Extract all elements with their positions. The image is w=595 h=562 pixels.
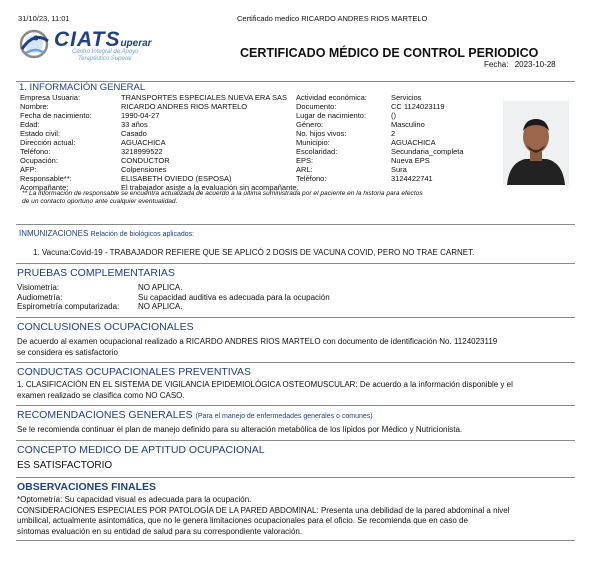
- divider: [16, 540, 575, 541]
- info-value: ELISABETH OVIEDO (ESPOSA): [121, 174, 232, 183]
- section-title-pruebas: PRUEBAS COMPLEMENTARIAS: [17, 267, 175, 279]
- info-row: [296, 111, 396, 120]
- info-row: [296, 129, 395, 138]
- info-row: [296, 147, 464, 156]
- divider: [16, 362, 575, 363]
- section-title-inmunizaciones: [19, 229, 194, 238]
- note-line-1: ** La información de responsable se encuentra actualizada de acuerdo a la última suministrada por el paciente en la historia para efectos: [22, 190, 423, 197]
- info-row: [20, 147, 163, 156]
- section-title-conductas: CONDUCTAS OCUPACIONALES PREVENTIVAS: [17, 366, 251, 378]
- info-value: El trabajador asiste a la evaluación sin acompañante.: [121, 183, 299, 192]
- info-value: CC 1124023119: [391, 102, 445, 111]
- concepto-value: ES SATISFACTORIO: [17, 460, 113, 471]
- info-value: Secundaria_completa: [391, 147, 464, 156]
- info-value: 3124422741: [391, 174, 433, 183]
- info-row: [20, 129, 147, 138]
- info-row: [20, 111, 159, 120]
- vacuna-item: 1. Vacuna:Covid-19 - TRABAJADOR REFIERE QUE SE APLICÓ 2 DOSIS DE VACUNA COVID, PERO NO TRAE CARNET.: [33, 248, 475, 257]
- ciat-logo: [14, 27, 224, 67]
- divider: [16, 317, 575, 318]
- document-tab-title: Certificado medico RICARDO ANDRES RIOS MARTELO: [237, 14, 428, 23]
- recomendaciones-text: Se le recomienda continuar el plan de manejo definido para su alteración metabólica de los lípidos por Médico y Nutricionista.: [17, 425, 463, 434]
- info-row: [296, 102, 445, 111]
- prueba-value: NO APLICA.: [138, 302, 183, 311]
- info-label: Fecha de nacimiento:: [20, 111, 92, 120]
- info-row: [296, 138, 436, 147]
- inmunizaciones-subtitle: Relación de biológicos aplicados:: [90, 231, 195, 238]
- section-title-observaciones: OBSERVACIONES FINALES: [17, 481, 157, 493]
- logo-brand-s: S: [105, 28, 121, 51]
- info-label: Género:: [296, 120, 324, 129]
- info-row: [296, 165, 407, 174]
- conductas-line-2: examen realizado se clasifica como NO CASO.: [17, 390, 185, 400]
- info-value: Casado: [121, 129, 147, 138]
- prueba-label: Visiometría:: [17, 283, 60, 292]
- info-row: [20, 138, 166, 147]
- info-value: 2: [391, 129, 396, 138]
- info-label: Teléfono:: [20, 147, 51, 156]
- info-row: [296, 156, 430, 165]
- prueba-value: NO APLICA.: [138, 283, 183, 292]
- person-photo-icon: [503, 101, 569, 185]
- conductas-text: [17, 380, 513, 401]
- info-row: [296, 174, 433, 183]
- info-row: [20, 120, 148, 129]
- info-label: Responsable**:: [20, 174, 72, 183]
- info-row: [20, 174, 231, 183]
- info-row: [296, 93, 421, 102]
- info-label: Acompañante:: [20, 183, 69, 192]
- logo-tagline-1: Centro Integral de Apoyo: [72, 49, 139, 55]
- info-label: Teléfono:: [296, 174, 327, 183]
- info-value: 3218999522: [121, 147, 163, 156]
- info-label: Municipio:: [296, 138, 330, 147]
- observaciones-line-4: síntomas evaluación en su entidad de salud para su correspondiente valoración.: [17, 526, 303, 536]
- responsable-note: [22, 190, 423, 206]
- logo-brand-sub: uperar: [120, 38, 152, 49]
- info-label: Dirección actual:: [20, 138, 76, 147]
- info-label: Actividad económica:: [296, 93, 367, 102]
- logo-tagline-2: Terapéutico Superar: [78, 56, 133, 62]
- divider: [16, 440, 575, 441]
- prueba-row: [17, 293, 330, 302]
- info-label: AFP:: [20, 165, 37, 174]
- divider: [16, 224, 575, 225]
- divider: [16, 405, 575, 406]
- info-label: Documento:: [296, 102, 337, 111]
- fecha-field: [484, 60, 556, 70]
- info-row: [20, 102, 247, 111]
- info-value: Colpensiones: [121, 165, 167, 174]
- section-title-conclusiones: CONCLUSIONES OCUPACIONALES: [17, 321, 194, 333]
- logo-brand-main: CIAT: [54, 28, 106, 51]
- info-label: ARL:: [296, 165, 313, 174]
- info-value: 33 años: [121, 120, 148, 129]
- inmunizaciones-title: INMUNIZACIONES: [19, 229, 89, 238]
- observaciones-line-3: umbilical, actualmente asintomática, que no le genera limitaciones ocupacionales para el oficio. Se recomienda que en caso de: [17, 516, 468, 525]
- info-value: Nueva EPS: [391, 156, 430, 165]
- recomendaciones-title: RECOMENDACIONES GENERALES: [17, 409, 193, 421]
- conclusiones-text: [17, 337, 497, 358]
- info-value: CONDUCTOR: [121, 156, 170, 165]
- fecha-label: Fecha:: [484, 60, 509, 69]
- prueba-label: Audiometría:: [17, 292, 63, 302]
- conductas-line-1: 1. CLASIFICACIÓN EN EL SISTEMA DE VIGILANCIA EPIDEMIOLÓGICA OSTEOMUSCULAR: De acuerdo a la información disponible y el: [17, 380, 513, 389]
- info-value: AGUACHICA: [391, 138, 436, 147]
- info-value: AGUACHICA: [121, 138, 166, 147]
- recomendaciones-subtitle: (Para el manejo de enfermedades generales o comunes): [195, 413, 373, 420]
- prueba-row: [17, 283, 182, 292]
- page-title: CERTIFICADO MÉDICO DE CONTROL PERIODICO: [240, 46, 539, 60]
- info-value: Servicios: [391, 93, 422, 102]
- info-value: (): [391, 111, 396, 120]
- info-value: TRANSPORTES ESPECIALES NUEVA ERA SAS: [121, 93, 288, 102]
- info-value: Masculino: [391, 120, 425, 129]
- info-label: Nombre:: [20, 102, 49, 111]
- observaciones-line-2: CONSIDERACIONES ESPECIALES POR PATOLOGÍA DE LA PARED ABDOMINAL: Presenta una debilidad de la pared abdominal a nivel: [17, 505, 510, 515]
- patient-photo: [503, 101, 569, 185]
- conclusiones-line-2: se considera es satisfactorio: [17, 347, 118, 357]
- divider: [16, 477, 575, 478]
- observaciones-text: [17, 495, 510, 537]
- section-title-info-general: 1. INFORMACIÓN GENERAL: [19, 82, 146, 93]
- info-label: Escolaridad:: [296, 147, 338, 156]
- info-value: 1990-04-27: [121, 111, 160, 120]
- info-row: [20, 165, 166, 174]
- info-label: Edad:: [20, 120, 40, 129]
- info-label: Ocupación:: [20, 156, 58, 165]
- info-value: RICARDO ANDRES RIOS MARTELO: [121, 102, 248, 111]
- print-timestamp: 31/10/23, 11:01: [18, 14, 70, 23]
- info-row: [296, 120, 425, 129]
- fecha-value: 2023-10-28: [514, 60, 556, 69]
- info-label: No. hijos vivos:: [296, 129, 347, 138]
- prueba-value: Su capacidad auditiva es adecuada para la ocupación: [138, 292, 330, 302]
- note-line-2: de un contacto oportuno ante cualquier eventualidad.: [22, 198, 178, 205]
- prueba-label: Espirometría computarizada:: [17, 302, 120, 311]
- section-title-concepto: CONCEPTO MEDICO DE APTITUD OCUPACIONAL: [17, 444, 265, 456]
- info-label: Empresa Usuaria:: [20, 93, 81, 102]
- conclusiones-line-1: De acuerdo al examen ocupacional realizado a RICARDO ANDRES RIOS MARTELO con documento de identificación No. 1124023119: [17, 337, 498, 346]
- info-label: EPS:: [296, 156, 314, 165]
- divider: [16, 263, 575, 264]
- section-title-recomendaciones: [17, 409, 373, 421]
- prueba-row: [17, 302, 182, 311]
- observaciones-line-1: *Optometría: Su capacidad visual es adecuada para la ocupación.: [17, 495, 252, 504]
- info-label: Estado civil:: [20, 129, 61, 138]
- info-value: Sura: [391, 165, 407, 174]
- info-row: [20, 93, 287, 102]
- info-row: [20, 156, 170, 165]
- info-label: Lugar de nacimiento:: [296, 111, 367, 120]
